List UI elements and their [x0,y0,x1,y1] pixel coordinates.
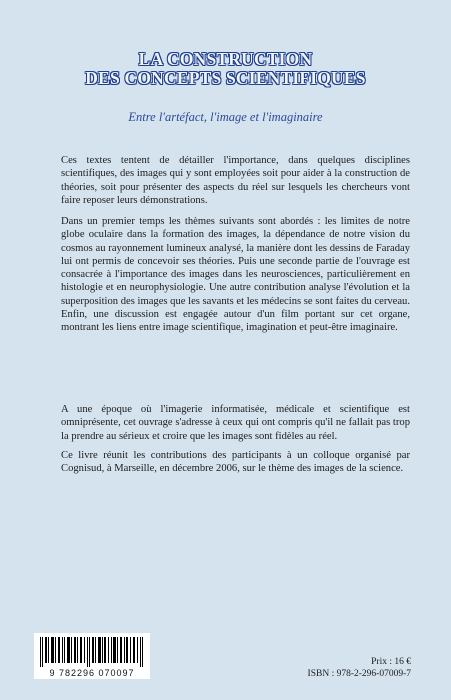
paragraph-themes: Dans un premier temps les thèmes suivants sont abordés : les limites de notre globe oculaire dans la formation des images, la dépendance de notre vision du cosmos au rayonnement lumineux analysé, la manière dont les dessins de Faraday lui ont permis de concevoir ses théories. Puis une seconde partie de l'ouvrage est consacrée à l'importance des images dans les neurosciences, particulièrement en histologie et en neurophysiologie. Une autre contribution analyse l'évolution et la superposition des images que les savants et les médecins se sont faites du cerveau. Enfin, une discussion est engagée autour d'un film portant sur cet organe, montrant les liens entre image scientifique, imagination et peut-être imaginaire. [61,216,410,334]
book-title [0,50,451,88]
paragraph-imagery: A une époque où l'imagerie informatisée, médicale et scientifique est omniprésente, cet ouvrage s'adresse à ceux qui ont compris qu'il ne fallait pas trop la prendre au sérieux et croire que les images sont fidèles au réel. [61,404,410,442]
title-line-2: DES CONCEPTS SCIENTIFIQUES [85,68,366,88]
book-subtitle: Entre l'artéfact, l'image et l'imaginaire [128,110,323,124]
barcode-bars-icon [40,637,144,667]
isbn: ISBN : 978-2-296-07009-7 [307,669,411,679]
barcode-number: 9 782296 070097 [49,668,135,678]
paragraph-colloque: Ce livre réunit les contributions des participants à un colloque organisé par Cognisud, à Marseille, en décembre 2006, sur le thème des images de la science. [61,450,410,475]
paragraph-intro: Ces textes tentent de détailler l'importance, dans quelques disciplines scientifiques, des images qui y sont employées soit pour aider à la construction de théories, soit pour présenter des aspects du réel sur lesquels les chercheurs vont faire reposer leurs démonstrations. [61,155,410,206]
barcode [34,633,150,679]
title-line-1: LA CONSTRUCTION [138,49,313,69]
price: Prix : 16 € [371,657,411,667]
price-block [308,656,411,680]
